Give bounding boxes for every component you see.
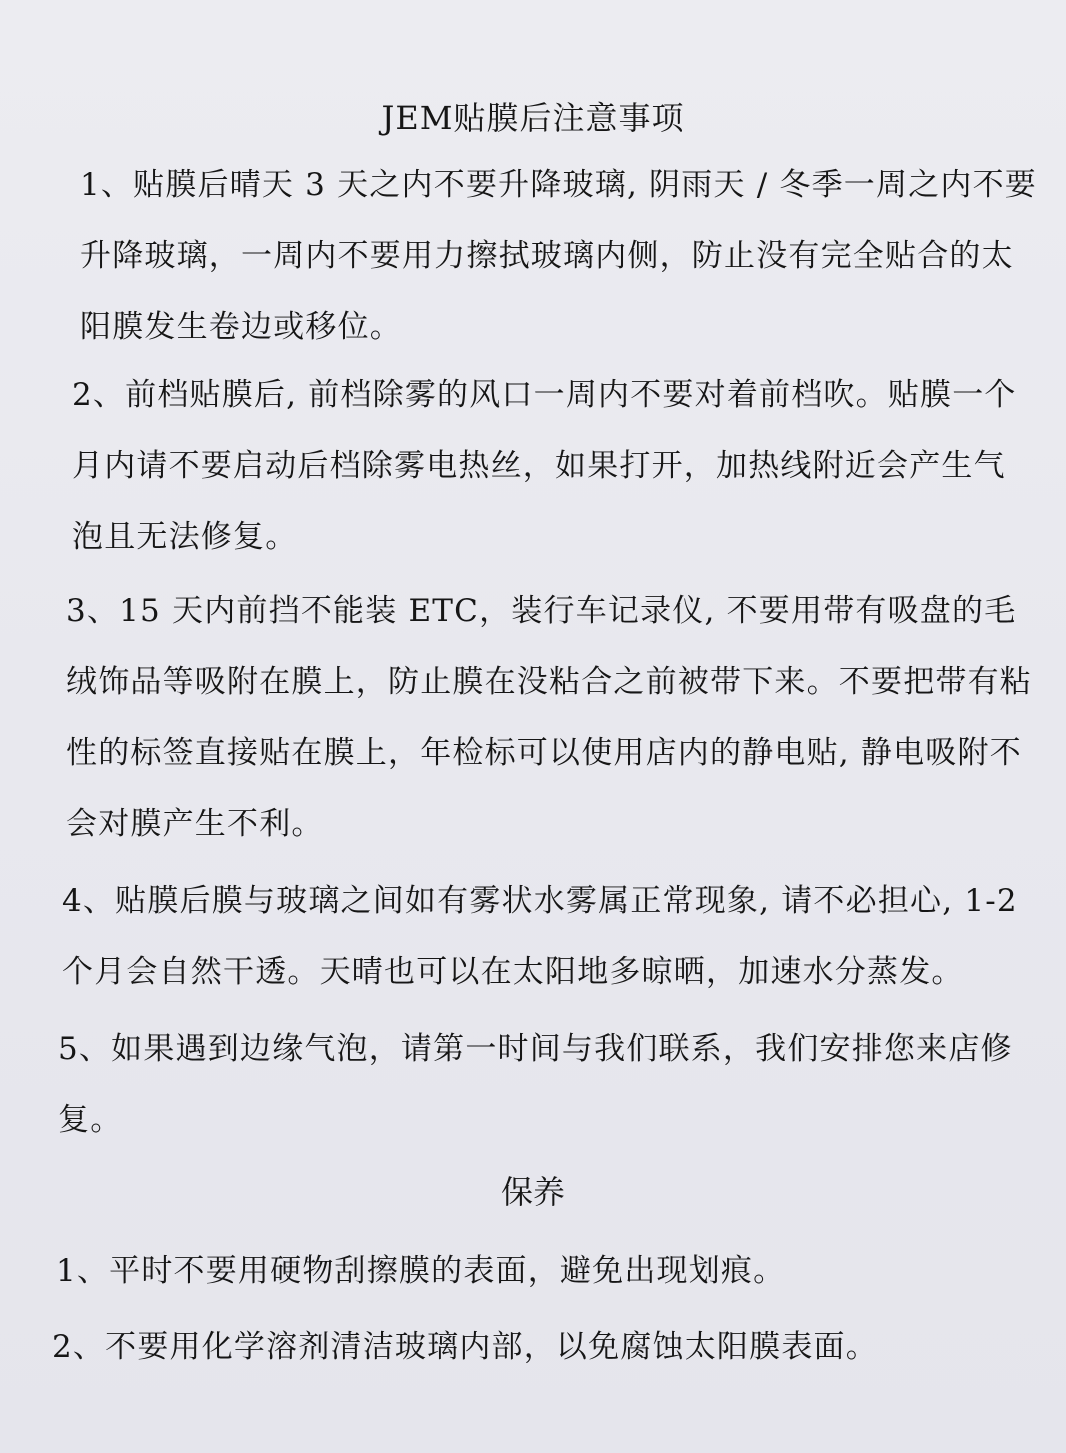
maintenance-item-1: 1、平时不要用硬物刮擦膜的表面，避免出现划痕。 bbox=[56, 1253, 786, 1289]
note-item-2: 2、前档贴膜后, 前档除雾的风口一周内不要对着前档吹。贴膜一个月内请不要启动后档除雾电热丝，如果打开，加热线附近会产生气泡且无法修复。 bbox=[72, 377, 1017, 555]
maintenance-title: 保养 bbox=[500, 1173, 565, 1211]
note-item-4: 4、贴膜后膜与玻璃之间如有雾状水雾属正常现象, 请不必担心, 1-2个月会自然干透。天晴也可以在太阳地多晾晒，加速水分蒸发。 bbox=[62, 883, 1018, 990]
maintenance-item-2: 2、不要用化学溶剂清洁玻璃内部，以免腐蚀太阳膜表面。 bbox=[52, 1329, 878, 1365]
note-item-1: 1、贴膜后晴天 3 天之内不要升降玻璃, 阴雨天 / 冬季一周之内不要升降玻璃，一周内不要用力擦拭玻璃内侧，防止没有完全贴合的太阳膜发生卷边或移位。 bbox=[80, 167, 1038, 345]
note-item-3: 3、15 天内前挡不能装 ETC，装行车记录仪, 不要用带有吸盘的毛绒饰品等吸附在膜上，防止膜在没粘合之前被带下来。不要把带有粘性的标签直接贴在膜上，年检标可以使用店内的静电贴, 静电吸附不会对膜产生不利。 bbox=[66, 593, 1032, 842]
document-title: JEM贴膜后注意事项 bbox=[381, 99, 685, 137]
note-item-5: 5、如果遇到边缘气泡，请第一时间与我们联系，我们安排您来店修复。 bbox=[58, 1031, 1013, 1138]
